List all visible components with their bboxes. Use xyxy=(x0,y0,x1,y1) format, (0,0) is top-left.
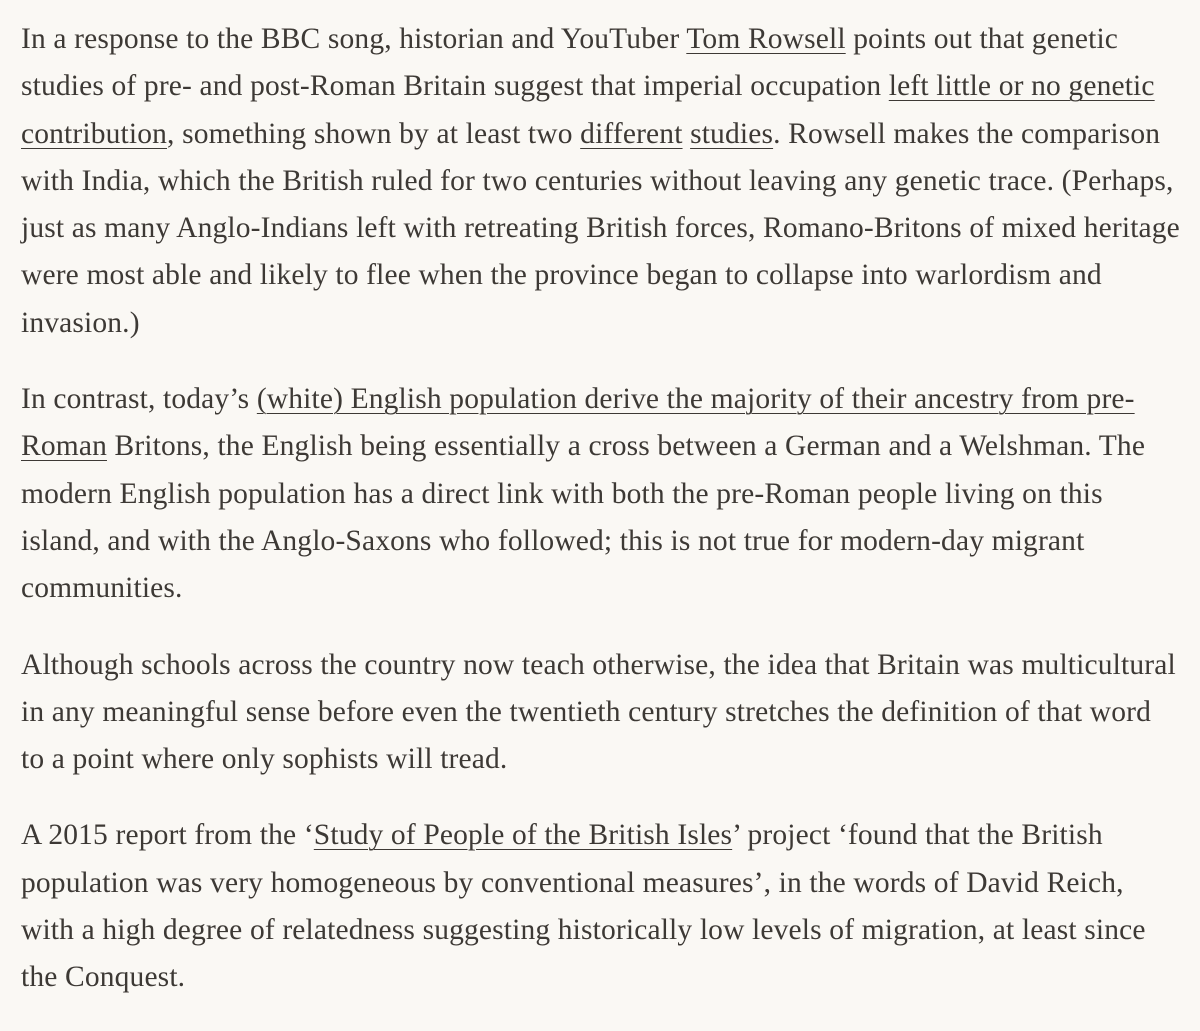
link-studies[interactable]: studies xyxy=(690,117,774,150)
text: In a response to the BBC song, historian and YouTuber xyxy=(21,23,687,55)
link-left-little-genetic-contribution[interactable]: left little or no genetic contribution xyxy=(21,70,1155,150)
text: , something shown by at least two xyxy=(167,117,581,150)
text: points out that genetic studies of pre- and post-Roman Britain suggest that imperial occupation xyxy=(21,23,1119,103)
paragraph-2015-report xyxy=(21,812,1181,1001)
link-study-of-people-of-british-isles[interactable]: Study of People of the British Isles xyxy=(313,819,733,852)
text: A 2015 report from the ‘ xyxy=(21,819,314,852)
text: Britons, the English being essentially a cross between a German and a Welshman. The modern English population has a direct link with both the pre-Roman people living on this island, and with the Anglo-Saxons who followed; this is not true for modern-day migrant communities. xyxy=(21,430,1146,605)
text xyxy=(683,118,691,150)
text: . Rowsell makes the comparison with India, which the British ruled for two centuries without leaving any genetic trace. (Perhaps, just as many Anglo-Indians left with retreating British forces, Romano-Britons of mixed heritage were most able and likely to flee when the province began to collapse into warlordism and invasion.) xyxy=(21,117,1180,339)
link-different[interactable]: different xyxy=(580,117,683,150)
paragraph-english-ancestry xyxy=(21,376,1181,612)
text: Although schools across the country now teach otherwise, the idea that Britain was multicultural in any meaningful sense before even the twentieth century stretches the definition of that word to a point where only sophists will tread. xyxy=(21,648,1176,776)
paragraph-genetic-studies xyxy=(21,16,1181,347)
article-body xyxy=(21,16,1181,1031)
text: ’ project ‘found that the British population was very homogeneous by conventional measures’, in the words of David Reich, with a high degree of relatedness suggesting historically low levels of migration, at least since the Conquest. xyxy=(21,819,1146,994)
link-english-population-ancestry[interactable]: (white) English population derive the majority of their ancestry from pre-Roman xyxy=(21,383,1135,463)
paragraph-multicultural xyxy=(21,642,1181,784)
link-tom-rowsell[interactable]: Tom Rowsell xyxy=(686,23,846,55)
text: In contrast, today’s xyxy=(21,383,257,416)
